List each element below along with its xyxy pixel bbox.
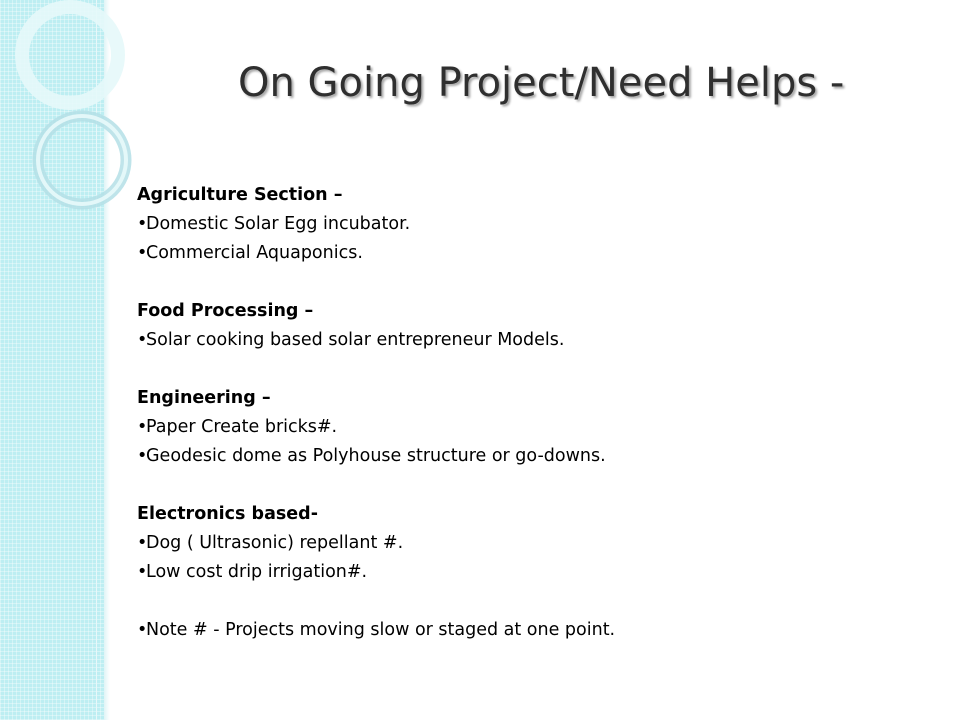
decorative-circle-small-highlight xyxy=(38,116,126,204)
decorative-circle-large xyxy=(22,7,118,103)
bullet-icon: • xyxy=(137,620,148,640)
bullet-icon: • xyxy=(137,446,148,466)
section-heading: Food Processing – xyxy=(137,301,314,321)
list-item xyxy=(137,326,937,355)
note-line xyxy=(137,616,937,645)
section-heading: Electronics based- xyxy=(137,504,318,524)
section-engineering xyxy=(137,384,937,471)
list-item-text: Domestic Solar Egg incubator. xyxy=(146,214,411,234)
section-food-processing xyxy=(137,297,937,355)
list-item xyxy=(137,558,937,587)
bullet-icon: • xyxy=(137,243,148,263)
slide-title: On Going Project/Need Helps - xyxy=(238,60,845,106)
list-item-text: Geodesic dome as Polyhouse structure or go-downs. xyxy=(146,446,606,466)
list-item-text: Dog ( Ultrasonic) repellant #. xyxy=(146,533,404,553)
section-electronics xyxy=(137,500,937,587)
section-heading: Agriculture Section – xyxy=(137,185,343,205)
bullet-icon: • xyxy=(137,562,148,582)
section-agriculture xyxy=(137,181,937,268)
list-item xyxy=(137,442,937,471)
section-heading: Engineering – xyxy=(137,388,271,408)
section-note xyxy=(137,616,937,645)
decorative-circles xyxy=(0,0,140,260)
bullet-icon: • xyxy=(137,214,148,234)
list-item-text: Low cost drip irrigation#. xyxy=(146,562,368,582)
note-text: Note # - Projects moving slow or staged at one point. xyxy=(146,620,616,640)
list-item-text: Paper Create bricks#. xyxy=(146,417,338,437)
slide-content xyxy=(137,181,937,674)
bullet-icon: • xyxy=(137,330,148,350)
list-item xyxy=(137,239,937,268)
list-item xyxy=(137,210,937,239)
bullet-icon: • xyxy=(137,533,148,553)
list-item xyxy=(137,529,937,558)
list-item-text: Solar cooking based solar entrepreneur Models. xyxy=(146,330,565,350)
bullet-icon: • xyxy=(137,417,148,437)
list-item xyxy=(137,413,937,442)
list-item-text: Commercial Aquaponics. xyxy=(146,243,363,263)
